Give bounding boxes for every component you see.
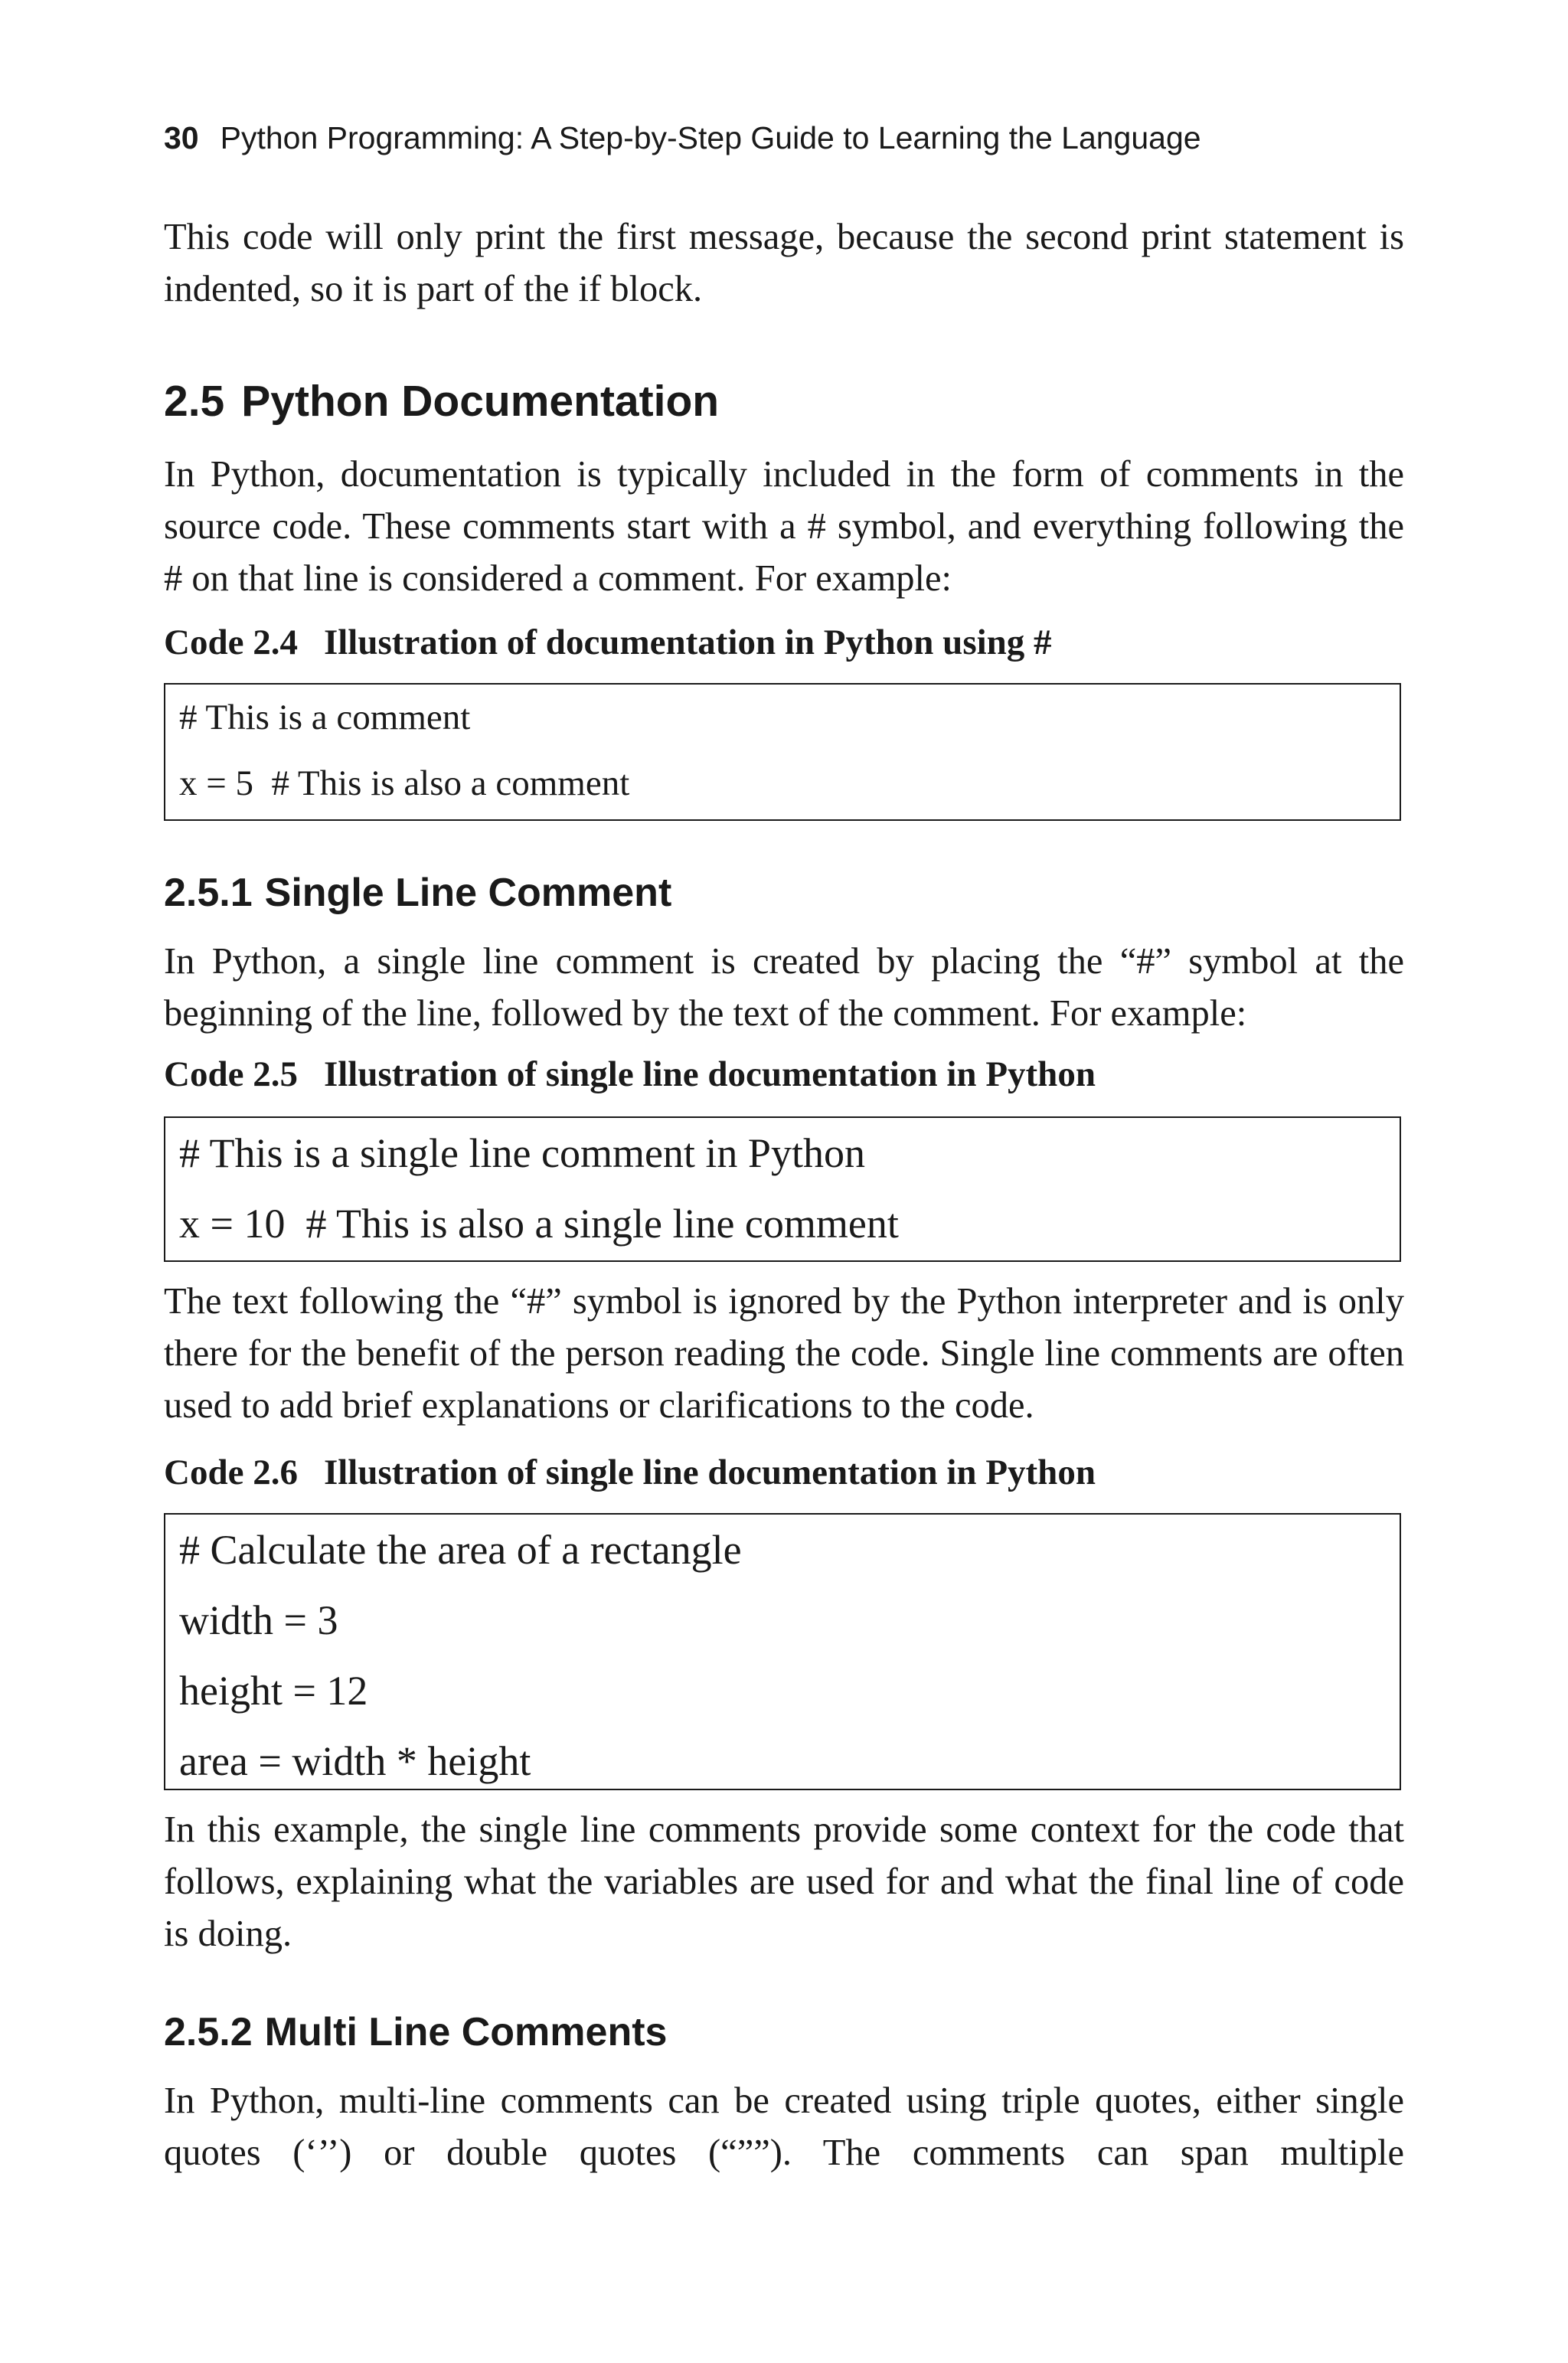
section-2-5-2-paragraph: In Python, multi-line comments can be created using triple quotes, either single quotes (‘’’) or double quotes (“””). The comments can span multiple [164,2080,1404,2173]
code-block-2-5 [164,1116,1401,1262]
code-line: # Calculate the area of a rectangle [179,1527,742,1573]
code-line: height = 12 [179,1668,368,1714]
section-number: 2.5 [164,377,225,426]
section-title: Single Line Comment [264,871,672,915]
section-2-5-paragraph: In Python, documentation is typically included in the form of comments in the source code. These comments start with a # symbol, and everything following the # on that line is considered a comment. For example: [164,454,1404,599]
section-title: Multi Line Comments [264,2010,668,2054]
running-head [164,120,1201,155]
code-caption-number: Code 2.4 [164,623,298,662]
paragraph-after-code-2-6: In this example, the single line comments provide some context for the code that follows, explaining what the variables are used for and what the final line of code is doing. [164,1809,1404,1954]
section-heading-2-5-1 [164,873,671,913]
code-line: # This is a single line comment in Python [179,1130,865,1176]
code-caption-title: Illustration of single line documentation in Python [323,1054,1096,1094]
intro-paragraph: This code will only print the first message, because the second print statement is indented, so it is part of the if block. [164,217,1404,309]
code-caption-title: Illustration of single line documentation in Python [323,1453,1096,1492]
code-line: x = 5 # This is also a comment [179,763,630,803]
section-2-5-1-paragraph: In Python, a single line comment is created by placing the “#” symbol at the beginning of the line, followed by the text of the comment. For example: [164,941,1404,1034]
code-line: width = 3 [179,1597,338,1643]
code-caption-2-6 [164,1455,1096,1491]
code-caption-2-4 [164,625,1052,661]
section-title: Python Documentation [241,377,720,426]
code-caption-title: Illustration of documentation in Python using # [323,623,1052,662]
section-heading-2-5 [164,377,720,426]
code-caption-number: Code 2.5 [164,1054,298,1094]
page-number: 30 [164,120,199,155]
code-caption-number: Code 2.6 [164,1453,298,1492]
code-line: # This is a comment [179,698,471,737]
book-title: Python Programming: A Step-by-Step Guide to Learning the Language [220,120,1201,155]
code-caption-2-5 [164,1054,1096,1094]
paragraph-after-code-2-5: The text following the “#” symbol is ignored by the Python interpreter and is only there for the benefit of the person reading the code. Single line comments are often used to add brief explanations or clarifications to the code. [164,1281,1404,1426]
section-number: 2.5.1 [164,871,253,915]
code-block-2-6 [164,1513,1401,1790]
section-heading-2-5-2 [164,2012,667,2052]
code-block-2-4 [164,683,1401,821]
section-number: 2.5.2 [164,2010,253,2054]
code-line: x = 10 # This is also a single line comment [179,1201,899,1247]
code-line: area = width * height [179,1738,531,1784]
